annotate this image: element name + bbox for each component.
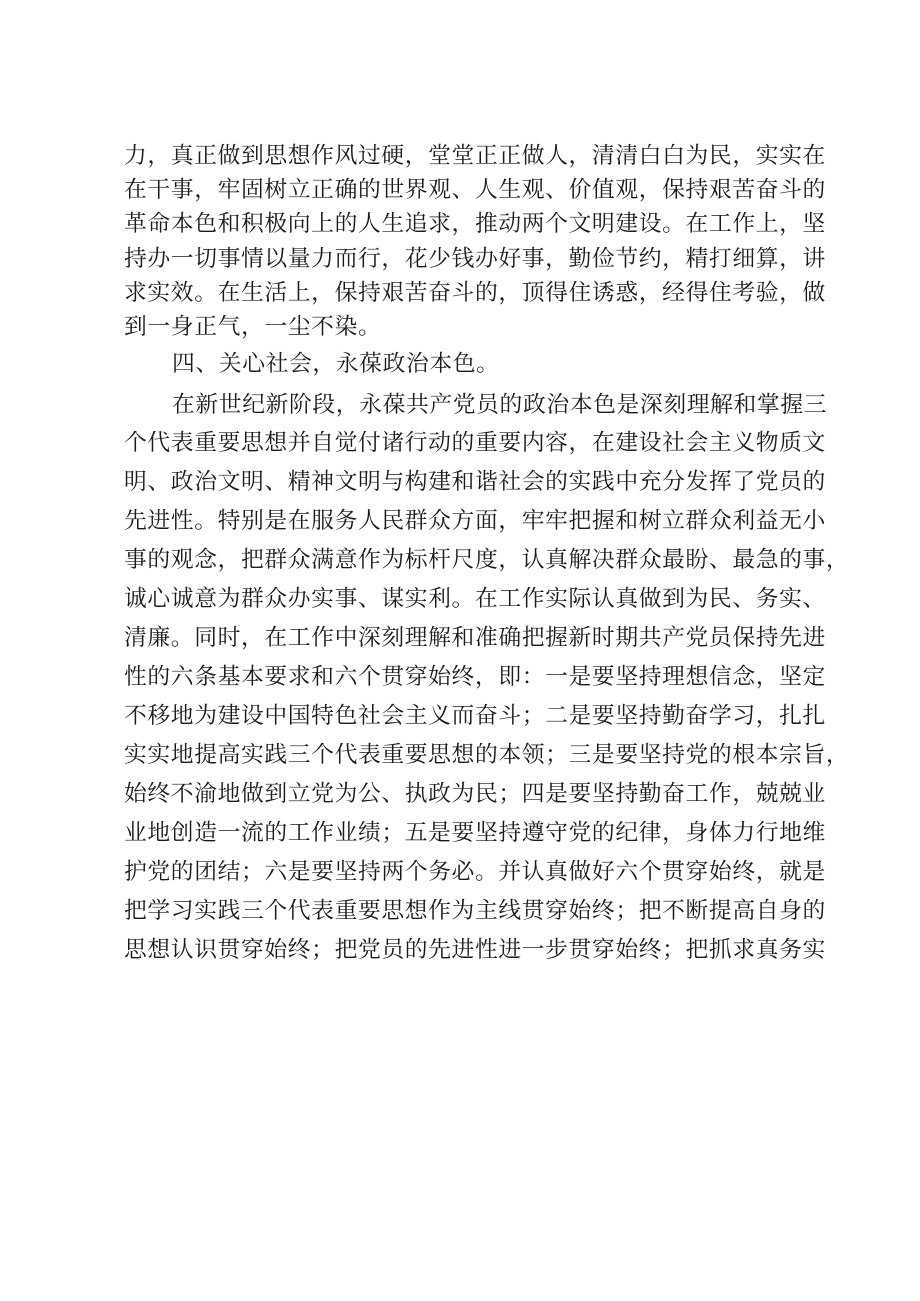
text-line: 实实地提高实践三个代表重要思想的本领；三是要坚持党的根本宗旨，: [124, 742, 850, 768]
text-line: 明、政治文明、精神文明与构建和谐社会的实践中充分发挥了党员的: [124, 469, 826, 495]
text-line: 个代表重要思想并自觉付诸行动的重要内容，在建设社会主义物质文: [124, 430, 826, 456]
text-line: 护党的团结；六是要坚持两个务必。并认真做好六个贯穿始终，就是: [124, 859, 826, 885]
section-heading: 四、关心社会，永葆政治本色。: [172, 351, 500, 377]
text-line: 始终不渝地做到立党为公、执政为民；四是要坚持勤奋工作，兢兢业: [124, 781, 826, 807]
text-line: 先进性。特别是在服务人民群众方面，牢牢把握和树立群众利益无小: [124, 508, 826, 534]
text-line: 思想认识贯穿始终；把党员的先进性进一步贯穿始终；把抓求真务实: [124, 937, 826, 963]
text-line: 到一身正气，一尘不染。: [124, 314, 382, 340]
text-line: 力，真正做到思想作风过硬，堂堂正正做人，清清白白为民，实实在: [124, 143, 826, 169]
text-line: 持办一切事情以量力而行，花少钱办好事，勤俭节约，精打细算，讲: [124, 246, 826, 272]
text-line: 求实效。在生活上，保持艰苦奋斗的，顶得住诱惑，经得住考验，做: [124, 280, 826, 306]
text-line: 诚心诚意为群众办实事、谋实利。在工作实际认真做到为民、务实、: [124, 586, 826, 612]
text-line: 革命本色和积极向上的人生追求，推动两个文明建设。在工作上，坚: [124, 211, 826, 237]
text-line: 把学习实践三个代表重要思想作为主线贯穿始终；把不断提高自身的: [124, 898, 826, 924]
text-line: 在干事，牢固树立正确的世界观、人生观、价值观，保持艰苦奋斗的: [124, 177, 826, 203]
text-line: 不移地为建设中国特色社会主义而奋斗；二是要坚持勤奋学习，扎扎: [124, 703, 826, 729]
text-line: 事的观念，把群众满意作为标杆尺度，认真解决群众最盼、最急的事，: [124, 547, 850, 573]
text-line: 业地创造一流的工作业绩；五是要坚持遵守党的纪律，身体力行地维: [124, 820, 826, 846]
text-line: 清廉。同时，在工作中深刻理解和准确把握新时期共产党员保持先进: [124, 625, 826, 651]
text-line: 在新世纪新阶段，永葆共产党员的政治本色是深刻理解和掌握三: [172, 392, 828, 418]
text-line: 性的六条基本要求和六个贯穿始终，即：一是要坚持理想信念，坚定: [124, 664, 826, 690]
